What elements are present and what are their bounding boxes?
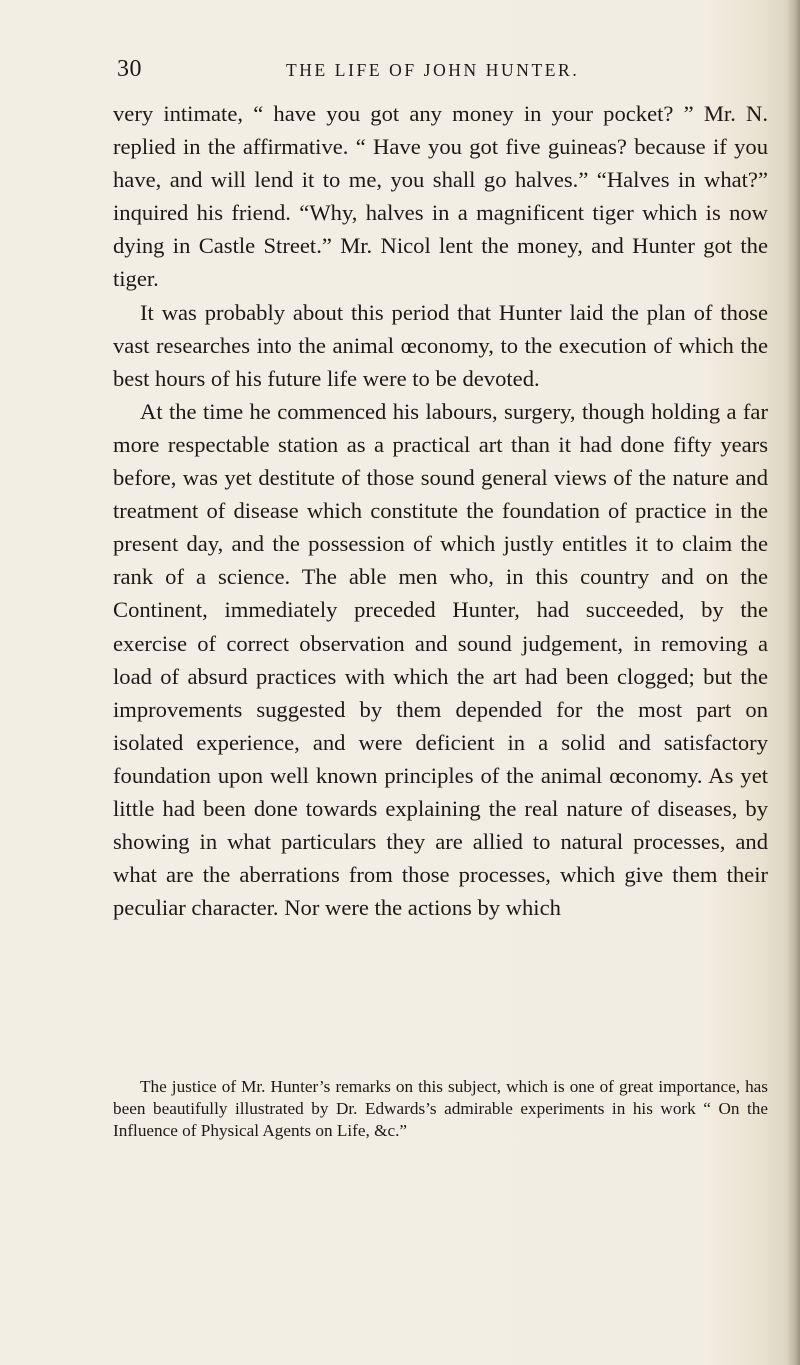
page-number: 30 bbox=[117, 56, 142, 82]
body-text bbox=[113, 97, 768, 924]
footnote-text: The justice of Mr. Hunter’s remarks on this subject, which is one of great importance, has been beautifully illustrated by Dr. Edwards’s admirable experiments in his work “ On the Influence of Physical Agents on Life, &c.” bbox=[113, 1077, 768, 1140]
paragraph-researches: It was probably about this period that Hunter laid the plan of those vast researches into the animal œconomy, to the execution of which the best hours of his future life were to be devoted. bbox=[113, 299, 768, 391]
running-head: THE LIFE OF JOHN HUNTER. bbox=[286, 60, 580, 80]
paragraph-continued: very intimate, “ have you got any money in your pocket? ” Mr. N. replied in the affirmative. “ Have you got five guineas? because if you have, and will lend it to me, you shall go halves.” “Halves in what?” inquired his friend. “Why, halves in a magnificent tiger which is now dying in Castle Street.” Mr. Nicol lent the money, and Hunter got the tiger. bbox=[113, 101, 768, 292]
footnote bbox=[113, 1076, 768, 1141]
page-edge-shadow bbox=[786, 0, 800, 1365]
page-header bbox=[0, 56, 800, 90]
paragraph-surgery: At the time he commenced his labours, surgery, though holding a far more respectable station as a practical art than it had done fifty years before, was yet destitute of those sound general views of the nature and treatment of disease which constitute the foundation of practice in the present day, and the possession of which justly entitles it to claim the rank of a science. The able men who, in this country and on the Continent, immediately preceded Hunter, had succeeded, by the exercise of correct observation and sound judgement, in removing a load of absurd practices with which the art had been clogged; but the improvements suggested by them depended for the most part on isolated experience, and were deficient in a solid and satisfactory foundation upon well known principles of the animal œconomy. As yet little had been done towards explaining the real nature of diseases, by showing in what particulars they are allied to natural processes, and what are the aberrations from those processes, which give them their peculiar character. Nor were the actions by which bbox=[113, 398, 768, 921]
